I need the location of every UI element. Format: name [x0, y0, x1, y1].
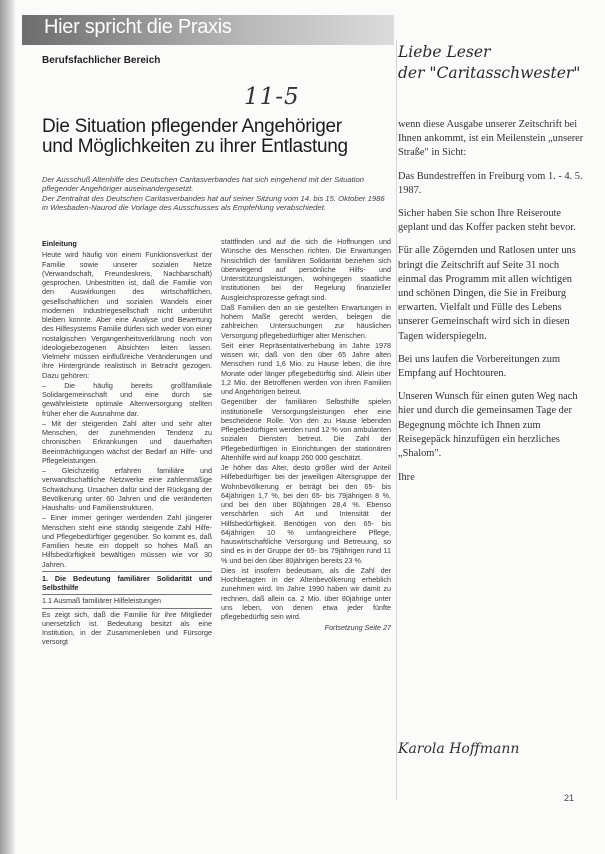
- body-paragraph: – Mit der steigenden Zahl alter und sehr alter Menschen, der zunehmenden Tendenz zu chronischen Erkrankungen und dauerhaften Beeinträchtigungen wächst der Bedarf an Hilfe- und Pflegeleistungen.: [42, 418, 212, 465]
- intro-paragraph: Der Ausschuß Altenhilfe des Deutschen Caritasverbandes hat sich eingehend mit der Situation pflegender Angehöriger auseinandergesetzt.: [42, 175, 365, 194]
- body-paragraph: Es zeigt sich, daß die Familie für ihre Mitglieder unersetzlich ist. Bedeutung besitzt als eine Institution, in der Zusammenleben und Fürsorge versorgt: [42, 609, 212, 647]
- article-intro: [42, 175, 389, 213]
- sidebar-paragraph: Unseren Wunsch für einen guten Weg nach hier und durch die gemeinsamen Tage der Begegnung möchte ich Ihnen zum Reisegepäck hinzufügen ein herzliches „Shalom".: [398, 391, 578, 460]
- section-heading-1: 1. Die Bedeutung familiärer Solidarität und Selbsthilfe: [42, 573, 212, 592]
- article-column-left: [42, 237, 212, 648]
- section-divider: [42, 594, 212, 595]
- handwritten-signature: Karola Hoffmann: [398, 741, 520, 757]
- body-paragraph: – Einer immer geringer werdenden Zahl jüngerer Menschen steht eine ständig steigende Zahl Hilfe- und Pflegebedürftiger gegenüber. So kommt es, daß Familien heute ein doppelt so hohes Maß an Hilfsbedürftigkeit bewältigen müssen wie vor 30 Jahren.: [42, 513, 212, 569]
- body-paragraph: – Gleichzeitig erfahren familiäre und verwandtschaftliche Netzwerke eine zahlenmäßige Schwächung. Ursachen dafür sind der Rückgang der Bevölkerung unter 60 Jahren und die veränderten Haushalts- und Familienstrukturen.: [42, 466, 212, 512]
- greeting-line-1: Liebe Leser: [398, 43, 491, 61]
- body-paragraph: Je höher das Alter, desto größer wird der Anteil Hilfebedürftiger: bei der jeweiligen Altersgruppe der Wohnbevölkerung er beträgt bei den 65- bis 64jährigen 1,7 %, bei den 65- bis 79jährigen 8 %, und bei den über 80jährigen 28,4 %. Ebenso verschärfen sich Art und Intensität der Hilfsbedürftigkeit. Benötigen von den 65- bis 64jährigen 10 % umfangreichere Pflege, hauswirtschaftliche Versorgung und Betreuung, so sind es in der Gruppe der 65- bis 79jährigen rund 11 % und bei den über 80jährigen bereits 23 %.: [221, 463, 391, 565]
- sidebar-paragraph: Für alle Zögernden und Ratlosen unter uns bringt die Zeitschrift auf Seite 31 noch einmal das Programm mit allen wichtigen und schönen Dingen, die Sie in Freiburg erwarten. Vielfalt und Fülle des Lebens unserer Gemeinschaft wird sich in diesen Tagen widerspiegeln.: [398, 245, 576, 342]
- intro-paragraph: Der Zentralrat des Deutschen Caritasverbandes hat auf seiner Sitzung vom 14. bis 15. Oktober 1986 in Wiesbaden-Naurod die Vorlage des Ausschusses als Empfehlung verabschiedet.: [42, 193, 385, 213]
- body-paragraph: Dies ist insofern bedeutsam, als die Zahl der Hochbetagten in der Altenbevölkerung erheblich zunehmen wird. Im Jahre 1990 haben wir damit zu rechnen, daß allein ca. 2 Mio. über 80jährige unter uns leben, von denen etwa jeder fünfte pflegebedürftig sein wird.: [221, 565, 391, 621]
- column-divider: [396, 40, 397, 800]
- body-paragraph: Heute wird häufig von einem Funktionsverlust der Familie sowie unserer sozialen Netze (Verwandschaft, Freundeskreis, Nachbarschaft) gesprochen. Unbestritten ist, daß die Familie von den Auswirkungen des wirtschaftlichen, gesellschaftlichen und sozialen Wandels einer modernen Industriegesellschaft nicht unberührt bleiben konnte. Aber eine Analyse und Bewertung des Hilfesystems Familie dürfen sich weder von einer nostalgischen Vergangenheitsverklärung noch von ideologiebezogenen Absichten leiten lassen. Vielmehr müssen einflußreiche Veränderungen und ihre Hintergründe realistisch in Betracht gezogen. Dazu gehören:: [42, 250, 212, 380]
- greeting-line-2: der "Caritasschwester": [398, 64, 581, 82]
- handwritten-greeting: [398, 42, 588, 84]
- sidebar-paragraph: wenn diese Ausgabe unserer Zeitschrift bei Ihnen ankommt, ist ein Meilenstein „unserer Straße" in Sicht:: [398, 119, 584, 159]
- body-paragraph: Gegenüber der familiären Selbsthilfe spielen institutionelle Versorgungsleistungen eher eine bescheidene Rolle. Von den zu Hause lebenden Pflegebedürftigen werden rund 12 % von ambulanten sozialen Diensten betreut. Die Zahl der Pflegebedürftigen in Einrichtungen der stationären Altenhilfe wird auf knapp 260 000 geschätzt.: [221, 397, 391, 462]
- section-divider: [42, 608, 212, 609]
- body-paragraph: – Die häufig bereits großfamiliale Solidargemeinschaft und eine durch sie gewährleistete optimale Altenversorgung stellten früher eher die Ausnahme dar.: [42, 380, 212, 418]
- handwritten-annotation: 11-5: [244, 84, 300, 110]
- continuation-note: Fortsetzung Seite 27: [324, 623, 391, 633]
- article-title-line-2: und Möglichkeiten zu ihrer Entlastung: [42, 136, 348, 157]
- section-label: Berufsfachlicher Bereich: [42, 55, 161, 66]
- subsection-heading-1-1: 1.1 Ausmaß familiärer Hilfeleistungen: [42, 596, 162, 606]
- body-paragraph: Seit einer Repräsentativerhebung im Jahre 1978 wissen wir, daß von den über 65 Jahre alten Menschen rund 1,6 Mio. zu Hause leben, die ihre Monate oder länger pflegebedürftig sind. Allein über 1,2 Mio. der Betroffenen werden von ihren Familien und Angehörigen betreut.: [221, 340, 391, 396]
- section-heading-einleitung: Einleitung: [42, 239, 77, 248]
- sidebar-paragraph: Sicher haben Sie schon Ihre Reiseroute geplant und das Koffer packen steht bevor.: [398, 208, 576, 234]
- sidebar-paragraph: Bei uns laufen die Vorbereitungen zum Empfang auf Hochtouren.: [398, 353, 561, 380]
- article-title-line-1: Die Situation pflegender Angehöriger: [42, 116, 342, 137]
- body-paragraph: stattfinden und auf die sich die Hoffnungen und Wünsche des Menschen richten. Die Erwartungen hinsichtlich der familiären Solidarität beziehen sich überwiegend auf persönliche Hilfs- und Unterstützungsleistungen, wohingegen staatliche Institutionen bei der Regelung finanzieller Ausgleichsprozesse gefragt sind.: [221, 237, 391, 302]
- page-number: 21: [564, 793, 575, 803]
- page-header-title: Hier spricht die Praxis: [44, 16, 232, 38]
- scan-binding-shadow: [0, 0, 16, 854]
- editorial-sidebar: [398, 118, 588, 494]
- sidebar-paragraph: Das Bundestreffen in Freiburg vom 1. - 4. 5. 1987.: [398, 170, 583, 196]
- sidebar-closing: Ihre: [398, 472, 415, 484]
- body-paragraph: Daß Familien den an sie gestellten Erwartungen in hohem Maße gerecht werden, belegen die zahlreichen Untersuchungen zur häuslichen Versorgung pflegebedürftiger alter Menschen.: [221, 302, 391, 340]
- section-divider: [42, 571, 212, 572]
- article-column-right: [221, 237, 391, 634]
- article-title: [42, 117, 392, 157]
